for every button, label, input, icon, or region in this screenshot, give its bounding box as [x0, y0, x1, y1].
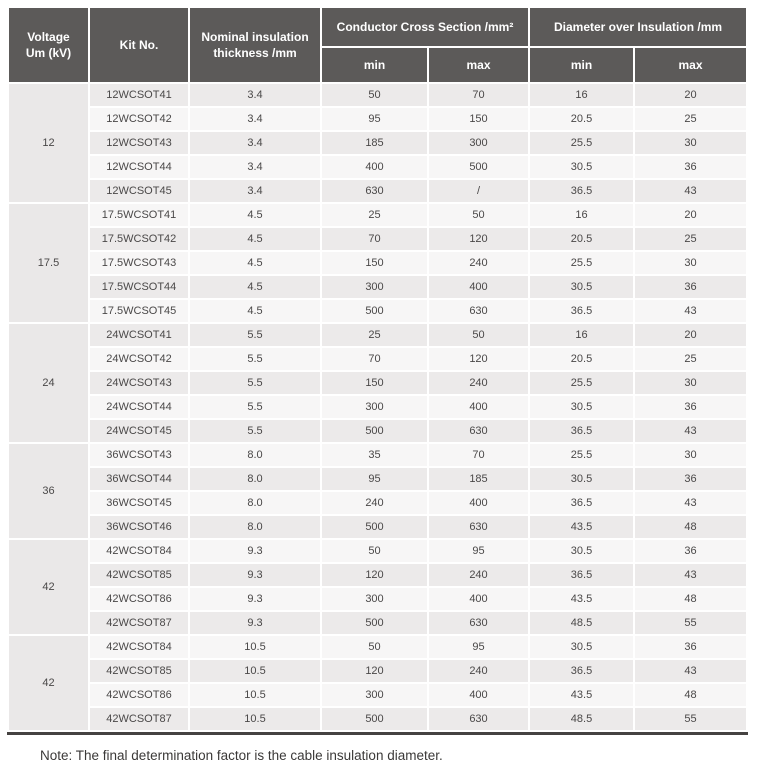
doi-min-cell: 30.5	[530, 540, 633, 562]
table-row	[9, 444, 746, 466]
table-row	[9, 468, 746, 490]
table-row	[9, 612, 746, 634]
thickness-cell: 9.3	[190, 564, 320, 586]
ccs-min-cell: 400	[322, 156, 427, 178]
doi-min-cell: 43.5	[530, 684, 633, 706]
table-row	[9, 324, 746, 346]
doi-min-cell: 30.5	[530, 468, 633, 490]
table-bottom-rule	[7, 732, 748, 735]
doi-min-cell: 16	[530, 204, 633, 226]
ccs-min-cell: 300	[322, 684, 427, 706]
doi-max-cell: 48	[635, 516, 746, 538]
ccs-max-cell: 240	[429, 252, 528, 274]
doi-min-cell: 16	[530, 84, 633, 106]
kit-no-cell: 17.5WCSOT43	[90, 252, 188, 274]
ccs-max-cell: 95	[429, 540, 528, 562]
ccs-min-cell: 150	[322, 372, 427, 394]
doi-max-cell: 36	[635, 156, 746, 178]
doi-max-cell: 43	[635, 660, 746, 682]
ccs-min-cell: 35	[322, 444, 427, 466]
doi-min-cell: 25.5	[530, 444, 633, 466]
doi-min-cell: 43.5	[530, 588, 633, 610]
doi-min-cell: 30.5	[530, 276, 633, 298]
nominal-header-line1: Nominal insulation	[201, 29, 309, 44]
nominal-header-line2: thickness /mm	[213, 46, 297, 60]
kit-no-cell: 12WCSOT41	[90, 84, 188, 106]
kit-no-cell: 12WCSOT45	[90, 180, 188, 202]
table-row	[9, 180, 746, 202]
thickness-cell: 3.4	[190, 156, 320, 178]
doi-min-cell: 36.5	[530, 564, 633, 586]
table-row	[9, 132, 746, 154]
col-header-diameter-over-insulation: Diameter over Insulation /mm	[530, 8, 746, 46]
thickness-cell: 3.4	[190, 108, 320, 130]
doi-min-cell: 36.5	[530, 660, 633, 682]
ccs-min-cell: 25	[322, 324, 427, 346]
ccs-min-cell: 120	[322, 660, 427, 682]
table-body	[9, 84, 746, 730]
doi-min-cell: 43.5	[530, 516, 633, 538]
doi-min-cell: 16	[530, 324, 633, 346]
ccs-max-cell: 50	[429, 204, 528, 226]
doi-max-cell: 30	[635, 252, 746, 274]
thickness-cell: 5.5	[190, 324, 320, 346]
ccs-max-cell: 400	[429, 396, 528, 418]
thickness-cell: 3.4	[190, 84, 320, 106]
thickness-cell: 9.3	[190, 588, 320, 610]
ccs-max-cell: 70	[429, 84, 528, 106]
doi-max-cell: 36	[635, 540, 746, 562]
col-header-doi-min: min	[530, 48, 633, 82]
kit-no-cell: 17.5WCSOT42	[90, 228, 188, 250]
table-row	[9, 564, 746, 586]
thickness-cell: 8.0	[190, 516, 320, 538]
doi-min-cell: 25.5	[530, 132, 633, 154]
ccs-max-cell: 300	[429, 132, 528, 154]
ccs-min-cell: 25	[322, 204, 427, 226]
table-row	[9, 108, 746, 130]
thickness-cell: 8.0	[190, 468, 320, 490]
col-header-nominal-insulation	[190, 8, 320, 82]
kit-no-cell: 42WCSOT85	[90, 564, 188, 586]
thickness-cell: 5.5	[190, 420, 320, 442]
ccs-min-cell: 95	[322, 468, 427, 490]
doi-max-cell: 25	[635, 348, 746, 370]
doi-min-cell: 20.5	[530, 108, 633, 130]
col-header-conductor-cross-section: Conductor Cross Section /mm²	[322, 8, 528, 46]
table-row	[9, 228, 746, 250]
doi-max-cell: 55	[635, 612, 746, 634]
ccs-max-cell: /	[429, 180, 528, 202]
ccs-min-cell: 500	[322, 612, 427, 634]
doi-max-cell: 20	[635, 324, 746, 346]
thickness-cell: 8.0	[190, 444, 320, 466]
doi-min-cell: 20.5	[530, 228, 633, 250]
col-header-ccs-min: min	[322, 48, 427, 82]
kit-no-cell: 42WCSOT86	[90, 684, 188, 706]
thickness-cell: 10.5	[190, 708, 320, 730]
thickness-cell: 9.3	[190, 540, 320, 562]
ccs-max-cell: 50	[429, 324, 528, 346]
voltage-group-cell: 12	[9, 84, 88, 202]
thickness-cell: 4.5	[190, 276, 320, 298]
table-row	[9, 276, 746, 298]
table-row	[9, 156, 746, 178]
ccs-max-cell: 630	[429, 420, 528, 442]
thickness-cell: 10.5	[190, 660, 320, 682]
table-row	[9, 300, 746, 322]
voltage-group-cell: 42	[9, 540, 88, 634]
voltage-header-line2: Um (kV)	[25, 46, 72, 60]
doi-min-cell: 36.5	[530, 492, 633, 514]
doi-min-cell: 20.5	[530, 348, 633, 370]
kit-no-cell: 24WCSOT42	[90, 348, 188, 370]
ccs-min-cell: 50	[322, 636, 427, 658]
table-row	[9, 420, 746, 442]
kit-no-cell: 36WCSOT46	[90, 516, 188, 538]
kit-no-cell: 12WCSOT43	[90, 132, 188, 154]
thickness-cell: 10.5	[190, 684, 320, 706]
doi-min-cell: 48.5	[530, 612, 633, 634]
kit-no-cell: 42WCSOT84	[90, 540, 188, 562]
table-row	[9, 492, 746, 514]
ccs-max-cell: 240	[429, 564, 528, 586]
doi-max-cell: 30	[635, 444, 746, 466]
cable-kit-spec-table	[7, 6, 748, 732]
doi-max-cell: 43	[635, 420, 746, 442]
doi-max-cell: 30	[635, 132, 746, 154]
doi-max-cell: 36	[635, 396, 746, 418]
doi-max-cell: 55	[635, 708, 746, 730]
kit-no-cell: 24WCSOT45	[90, 420, 188, 442]
ccs-min-cell: 300	[322, 396, 427, 418]
ccs-min-cell: 70	[322, 348, 427, 370]
ccs-min-cell: 70	[322, 228, 427, 250]
table-row	[9, 396, 746, 418]
doi-min-cell: 36.5	[530, 420, 633, 442]
kit-no-cell: 24WCSOT41	[90, 324, 188, 346]
voltage-header-line1: Voltage	[27, 29, 70, 44]
doi-max-cell: 43	[635, 564, 746, 586]
thickness-cell: 4.5	[190, 228, 320, 250]
thickness-cell: 10.5	[190, 636, 320, 658]
kit-no-cell: 12WCSOT44	[90, 156, 188, 178]
kit-no-cell: 17.5WCSOT44	[90, 276, 188, 298]
ccs-min-cell: 50	[322, 540, 427, 562]
note-text: Note: The final determination factor is the cable insulation diameter.	[40, 748, 443, 763]
col-header-doi-max: max	[635, 48, 746, 82]
thickness-cell: 8.0	[190, 492, 320, 514]
table-row	[9, 84, 746, 106]
doi-max-cell: 36	[635, 468, 746, 490]
ccs-min-cell: 95	[322, 108, 427, 130]
ccs-min-cell: 500	[322, 420, 427, 442]
col-header-kit-no: Kit No.	[90, 8, 188, 82]
kit-no-cell: 17.5WCSOT45	[90, 300, 188, 322]
table-header	[9, 8, 746, 82]
table-row	[9, 372, 746, 394]
ccs-max-cell: 500	[429, 156, 528, 178]
ccs-min-cell: 500	[322, 300, 427, 322]
doi-max-cell: 48	[635, 684, 746, 706]
voltage-group-cell: 24	[9, 324, 88, 442]
table-row	[9, 348, 746, 370]
thickness-cell: 4.5	[190, 252, 320, 274]
ccs-max-cell: 120	[429, 348, 528, 370]
ccs-min-cell: 300	[322, 276, 427, 298]
table-row	[9, 708, 746, 730]
doi-min-cell: 30.5	[530, 396, 633, 418]
ccs-max-cell: 630	[429, 708, 528, 730]
ccs-max-cell: 630	[429, 516, 528, 538]
doi-min-cell: 36.5	[530, 180, 633, 202]
kit-no-cell: 42WCSOT87	[90, 612, 188, 634]
ccs-max-cell: 630	[429, 300, 528, 322]
kit-no-cell: 24WCSOT44	[90, 396, 188, 418]
voltage-group-cell: 36	[9, 444, 88, 538]
doi-max-cell: 48	[635, 588, 746, 610]
table-row	[9, 660, 746, 682]
doi-max-cell: 30	[635, 372, 746, 394]
col-header-ccs-max: max	[429, 48, 528, 82]
kit-no-cell: 42WCSOT85	[90, 660, 188, 682]
header-row-groups	[9, 8, 746, 46]
ccs-min-cell: 185	[322, 132, 427, 154]
ccs-max-cell: 240	[429, 372, 528, 394]
doi-max-cell: 43	[635, 180, 746, 202]
kit-no-cell: 36WCSOT45	[90, 492, 188, 514]
doi-min-cell: 36.5	[530, 300, 633, 322]
table-row	[9, 516, 746, 538]
table-row	[9, 540, 746, 562]
ccs-min-cell: 120	[322, 564, 427, 586]
voltage-group-cell: 42	[9, 636, 88, 730]
ccs-min-cell: 150	[322, 252, 427, 274]
table-row	[9, 684, 746, 706]
ccs-min-cell: 50	[322, 84, 427, 106]
doi-min-cell: 30.5	[530, 156, 633, 178]
ccs-min-cell: 630	[322, 180, 427, 202]
table-row	[9, 204, 746, 226]
ccs-max-cell: 240	[429, 660, 528, 682]
kit-no-cell: 12WCSOT42	[90, 108, 188, 130]
table-row	[9, 588, 746, 610]
ccs-max-cell: 400	[429, 684, 528, 706]
ccs-min-cell: 500	[322, 708, 427, 730]
ccs-max-cell: 150	[429, 108, 528, 130]
doi-max-cell: 43	[635, 300, 746, 322]
doi-min-cell: 48.5	[530, 708, 633, 730]
ccs-max-cell: 120	[429, 228, 528, 250]
ccs-max-cell: 95	[429, 636, 528, 658]
kit-no-cell: 36WCSOT43	[90, 444, 188, 466]
doi-max-cell: 36	[635, 276, 746, 298]
doi-max-cell: 25	[635, 108, 746, 130]
thickness-cell: 5.5	[190, 396, 320, 418]
doi-min-cell: 30.5	[530, 636, 633, 658]
ccs-max-cell: 70	[429, 444, 528, 466]
table-row	[9, 636, 746, 658]
ccs-min-cell: 500	[322, 516, 427, 538]
ccs-min-cell: 300	[322, 588, 427, 610]
doi-max-cell: 20	[635, 84, 746, 106]
thickness-cell: 4.5	[190, 300, 320, 322]
doi-max-cell: 36	[635, 636, 746, 658]
kit-no-cell: 42WCSOT87	[90, 708, 188, 730]
table-row	[9, 252, 746, 274]
kit-no-cell: 42WCSOT86	[90, 588, 188, 610]
ccs-max-cell: 400	[429, 588, 528, 610]
doi-min-cell: 25.5	[530, 372, 633, 394]
voltage-group-cell: 17.5	[9, 204, 88, 322]
thickness-cell: 3.4	[190, 132, 320, 154]
ccs-min-cell: 240	[322, 492, 427, 514]
col-header-voltage	[9, 8, 88, 82]
thickness-cell: 9.3	[190, 612, 320, 634]
thickness-cell: 5.5	[190, 372, 320, 394]
kit-no-cell: 17.5WCSOT41	[90, 204, 188, 226]
kit-no-cell: 42WCSOT84	[90, 636, 188, 658]
ccs-max-cell: 400	[429, 492, 528, 514]
doi-max-cell: 20	[635, 204, 746, 226]
kit-no-cell: 36WCSOT44	[90, 468, 188, 490]
ccs-max-cell: 630	[429, 612, 528, 634]
ccs-max-cell: 400	[429, 276, 528, 298]
doi-max-cell: 25	[635, 228, 746, 250]
thickness-cell: 3.4	[190, 180, 320, 202]
thickness-cell: 5.5	[190, 348, 320, 370]
doi-max-cell: 43	[635, 492, 746, 514]
kit-no-cell: 24WCSOT43	[90, 372, 188, 394]
ccs-max-cell: 185	[429, 468, 528, 490]
thickness-cell: 4.5	[190, 204, 320, 226]
doi-min-cell: 25.5	[530, 252, 633, 274]
